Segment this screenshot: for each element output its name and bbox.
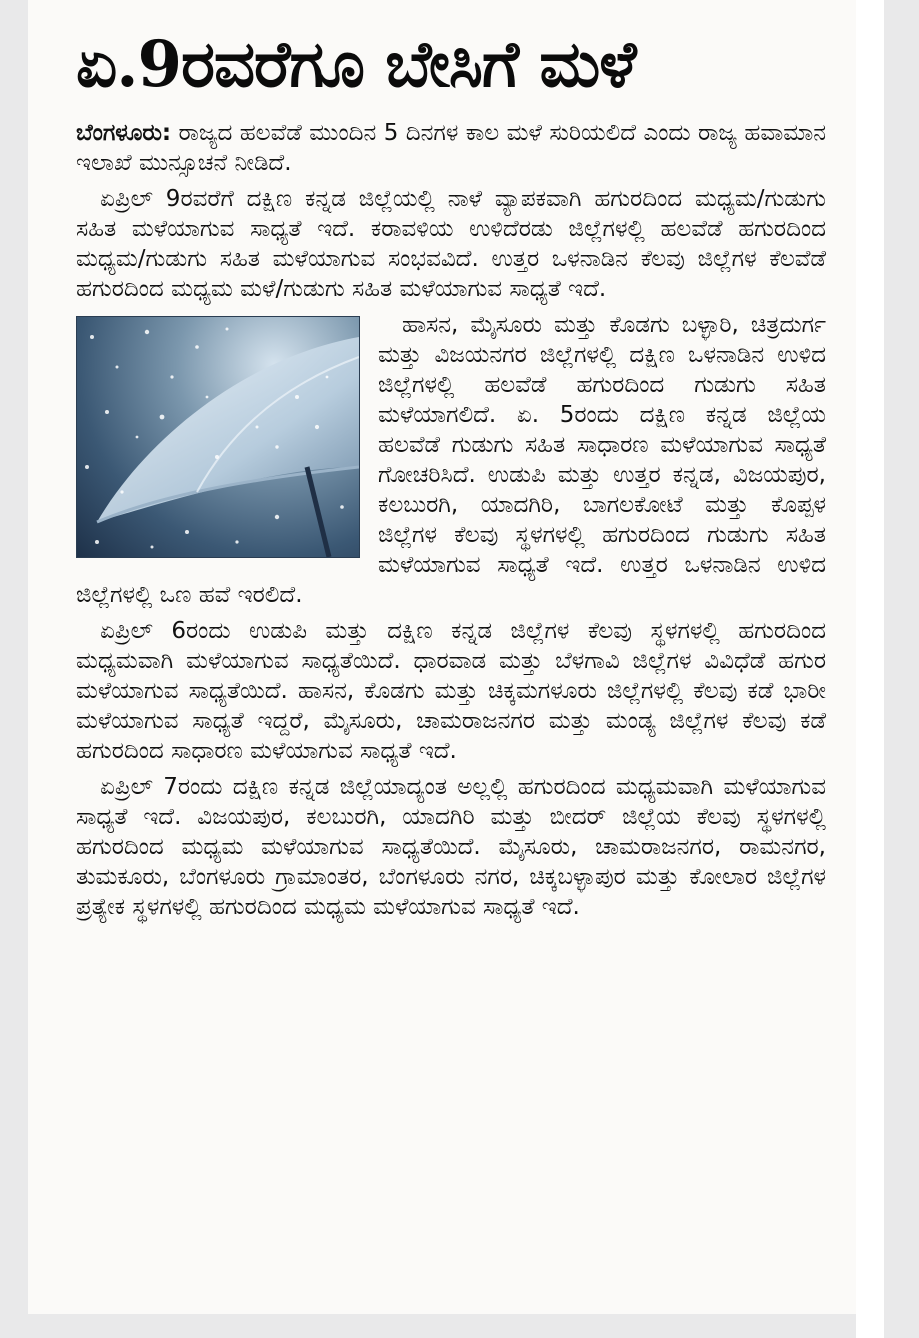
paragraph-april-9: ಏಪ್ರಿಲ್ 9ರವರೆಗೆ ದಕ್ಷಿಣ ಕನ್ನಡ ಜಿಲ್ಲೆಯಲ್ಲಿ ನಾಳೆ ವ್ಯಾಪಕವಾಗಿ ಹಗುರದಿಂದ ಮಧ್ಯಮ/ಗುಡುಗು ಸಹಿತ ಮಳೆಯಾಗುವ ಸಾಧ್ಯತೆ ಇದೆ. ಕರಾವಳಿಯ ಉಳಿದೆರಡು ಜಿಲ್ಲೆಗಳಲ್ಲಿ ಹಲವೆಡೆ ಹಗುರದಿಂದ ಮಧ್ಯಮ/ಗುಡುಗು ಸಹಿತ ಮಳೆಯಾಗುವ ಸಂಭವವಿದೆ. ಉತ್ತರ ಒಳನಾಡಿನ ಕೆಲವು ಜಿಲ್ಲೆಗಳ ಕೆಲವೆಡೆ ಹಗುರದಿಂದ ಮಧ್ಯಮ ಮಳೆ/ಗುಡುಗು ಸಹಿತ ಮಳೆಯಾಗುವ ಸಾಧ್ಯತೆ ಇದೆ. <box>76 186 826 302</box>
paragraph-intro <box>76 118 826 178</box>
paragraph-regional-forecast: ಹಾಸನ, ಮೈಸೂರು ಮತ್ತು ಕೊಡಗು ಬಳ್ಳಾರಿ, ಚಿತ್ರದುರ್ಗ ಮತ್ತು ವಿಜಯನಗರ ಜಿಲ್ಲೆಗಳಲ್ಲಿ ದಕ್ಷಿಣ ಒಳನಾಡಿನ ಉಳಿದ ಜಿಲ್ಲೆಗಳಲ್ಲಿ ಹಲವೆಡೆ ಹಗುರದಿಂದ ಗುಡುಗು ಸಹಿತ ಮಳೆಯಾಗಲಿದೆ. ಏ. 5ರಂದು ದಕ್ಷಿಣ ಕನ್ನಡ ಜಿಲ್ಲೆಯ ಹಲವೆಡೆ ಗುಡುಗು ಸಹಿತ ಸಾಧಾರಣ ಮಳೆಯಾಗುವ ಸಾಧ್ಯತೆ ಗೋಚರಿಸಿದೆ. ಉಡುಪಿ ಮತ್ತು ಉತ್ತರ ಕನ್ನಡ, ವಿಜಯಪುರ, ಕಲಬುರಗಿ, ಯಾದಗಿರಿ, ಬಾಗಲಕೋಟೆ ಮತ್ತು ಕೊಪ್ಪಳ ಜಿಲ್ಲೆಗಳ ಕೆಲವು ಸ್ಥಳಗಳಲ್ಲಿ ಹಗುರದಿಂದ ಗುಡುಗು ಸಹಿತ ಮಳೆಯಾಗುವ ಸಾಧ್ಯತೆ ಇದೆ. ಉತ್ತರ ಒಳನಾಡಿನ ಉಳಿದ ಜಿಲ್ಲೆಗಳಲ್ಲಿ ಒಣ ಹವೆ ಇರಲಿದೆ. <box>76 312 826 608</box>
newspaper-clipping <box>28 0 856 1314</box>
dateline: ಬೆಂಗಳೂರು: <box>76 120 172 146</box>
umbrella-rain-photo <box>76 316 360 558</box>
article-body <box>76 118 826 922</box>
paragraph-intro-text: ರಾಜ್ಯದ ಹಲವೆಡೆ ಮುಂದಿನ 5 ದಿನಗಳ ಕಾಲ ಮಳೆ ಸುರಿಯಲಿದೆ ಎಂದು ರಾಜ್ಯ ಹವಾಮಾನ ಇಲಾಖೆ ಮುನ್ಸೂಚನೆ ನೀಡಿದೆ. <box>76 120 826 176</box>
paragraph-april-6: ಏಪ್ರಿಲ್ 6ರಂದು ಉಡುಪಿ ಮತ್ತು ದಕ್ಷಿಣ ಕನ್ನಡ ಜಿಲ್ಲೆಗಳ ಕೆಲವು ಸ್ಥಳಗಳಲ್ಲಿ ಹಗುರದಿಂದ ಮಧ್ಯಮವಾಗಿ ಮಳೆಯಾಗುವ ಸಾಧ್ಯತೆಯಿದೆ. ಧಾರವಾಡ ಮತ್ತು ಬೆಳಗಾವಿ ಜಿಲ್ಲೆಗಳ ವಿವಿಧೆಡೆ ಹಗುರ ಮಳೆಯಾಗುವ ಸಾಧ್ಯತೆಯಿದೆ. ಹಾಸನ, ಕೊಡಗು ಮತ್ತು ಚಿಕ್ಕಮಗಳೂರು ಜಿಲ್ಲೆಗಳಲ್ಲಿ ಕೆಲವು ಕಡೆ ಭಾರೀ ಮಳೆಯಾಗುವ ಸಾಧ್ಯತೆ ಇದ್ದರೆ, ಮೈಸೂರು, ಚಾಮರಾಜನಗರ ಮತ್ತು ಮಂಡ್ಯ ಜಿಲ್ಲೆಗಳ ಕೆಲವು ಕಡೆ ಹಗುರದಿಂದ ಸಾಧಾರಣ ಮಳೆಯಾಗುವ ಸಾಧ್ಯತೆ ಇದೆ. <box>76 618 826 764</box>
headline: ಏ.9ರವರೆಗೂ ಬೇಸಿಗೆ ಮಳೆ <box>76 27 636 102</box>
right-edge-strip <box>856 0 884 1338</box>
paragraph-april-7: ಏಪ್ರಿಲ್ 7ರಂದು ದಕ್ಷಿಣ ಕನ್ನಡ ಜಿಲ್ಲೆಯಾದ್ಯಂತ ಅಲ್ಲಲ್ಲಿ ಹಗುರದಿಂದ ಮಧ್ಯಮವಾಗಿ ಮಳೆಯಾಗುವ ಸಾಧ್ಯತೆ ಇದೆ. ವಿಜಯಪುರ, ಕಲಬುರಗಿ, ಯಾದಗಿರಿ ಮತ್ತು ಬೀದರ್ ಜಿಲ್ಲೆಯ ಕೆಲವು ಸ್ಥಳಗಳಲ್ಲಿ ಹಗುರದಿಂದ ಮಧ್ಯಮ ಮಳೆಯಾಗುವ ಸಾಧ್ಯತೆಯಿದೆ. ಮೈಸೂರು, ಚಾಮರಾಜನಗರ, ರಾಮನಗರ, ತುಮಕೂರು, ಬೆಂಗಳೂರು ಗ್ರಾಮಾಂತರ, ಬೆಂಗಳೂರು ನಗರ, ಚಿಕ್ಕಬಳ್ಳಾಪುರ ಮತ್ತು ಕೋಲಾರ ಜಿಲ್ಲೆಗಳ ಪ್ರತ್ಯೇಕ ಸ್ಥಳಗಳಲ್ಲಿ ಹಗುರದಿಂದ ಮಧ್ಯಮ ಮಳೆಯಾಗುವ ಸಾಧ್ಯತೆ ಇದೆ. <box>76 774 826 920</box>
umbrella-rain-illustration <box>77 317 359 557</box>
